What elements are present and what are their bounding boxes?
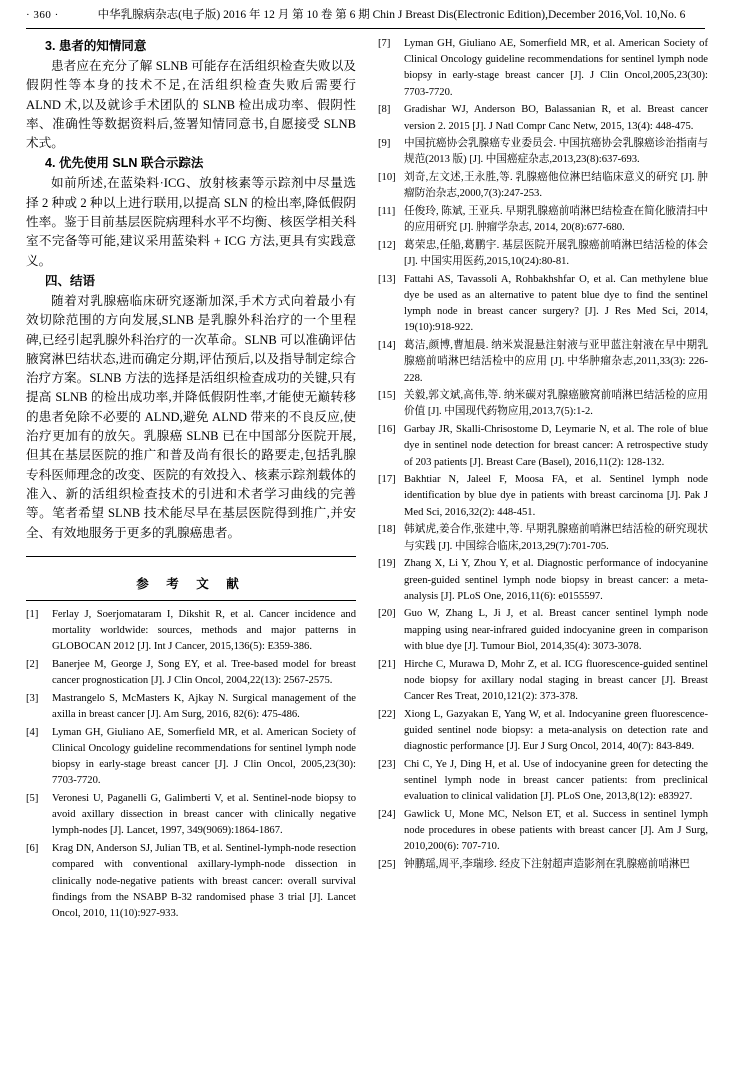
reference-text: Ferlay J, Soerjomataram I, Dikshit R, et al. Cancer incidence and mortality worldwide: sources, methods and major patterns in GLOBOCAN 2012 [J]. Int J Cancer, 2015,136(5): E359-386. — [52, 608, 356, 653]
reference-item — [378, 36, 708, 101]
reference-item — [378, 272, 708, 337]
references-rule-bottom — [26, 600, 356, 601]
reference-number: [21] — [378, 658, 396, 670]
reference-item — [378, 338, 708, 387]
reference-number: [24] — [378, 808, 396, 820]
reference-item — [378, 388, 708, 420]
reference-number: [5] — [26, 793, 39, 805]
reference-number: [17] — [378, 474, 396, 486]
reference-text: Mastrangelo S, McMasters K, Ajkay N. Surgical management of the axilla in breast cancer [J]. Am Surg, 2016, 82(6): 475-486. — [52, 692, 356, 721]
two-column-layout — [26, 36, 708, 924]
reference-number: [12] — [378, 239, 396, 251]
reference-text: 葛洁,颜博,曹旭晨. 纳米炭混悬注射液与亚甲蓝注射液在早中期乳腺癌前哨淋巴结活检中的应用 [J]. 中华肿瘤杂志,2011,33(3): 226-228. — [404, 340, 708, 384]
reference-number: [1] — [26, 608, 39, 620]
reference-item — [378, 522, 708, 554]
section-paragraph: 如前所述,在蓝染料·ICG、放射核素等示踪剂中尽量选择 2 种或 2 种以上进行联用,以提高 SLN 的检出率,降低假阴性率。鉴于目前基层医院病理科水平不均衡、核医学相关科室不完备等可能,建议采用蓝染料 + ICG 方法,更具有实践意义。 — [26, 176, 356, 268]
reference-text: 刘奇,左文述,王永胜,等. 乳腺癌他位淋巴结临床意义的研究 [J]. 肿瘤防治杂志,2000,7(3):247-253. — [404, 172, 708, 200]
reference-number: [4] — [26, 726, 39, 738]
reference-text: Krag DN, Anderson SJ, Julian TB, et al. Sentinel-lymph-node resection compared with conventional axillary-lymph-node dissection in clinically node-negative patients with breast cancer: overall survival findings from the NSABP B-32 randomised phase 3 trial [J]. Lancet Oncol, 2010, 11(10):927-933. — [52, 843, 356, 919]
reference-item — [378, 857, 708, 873]
reference-number: [9] — [378, 138, 391, 150]
reference-text: Chi C, Ye J, Ding H, et al. Use of indocyanine green for detecting the sentinel lymph node in breast cancer patients: from preclinical evaluation to clinical validation [J]. PLoS One, 2013,8(12): e83927. — [404, 758, 708, 803]
reference-text: Garbay JR, Skalli-Chrisostome D, Leymarie N, et al. The role of blue dye in sentinel node detection for breast cancer: A retrospective study of 203 patients [J]. Breast Care (Basel), 2016,11(2): 128-132. — [404, 424, 708, 468]
reference-item — [378, 757, 708, 806]
reference-item — [378, 136, 708, 168]
reference-item — [378, 606, 708, 655]
references-heading-block — [26, 556, 356, 601]
reference-number: [10] — [378, 172, 396, 184]
left-column — [26, 36, 356, 924]
reference-text: 葛荣忠,任船,葛鹏宇. 基层医院开展乳腺癌前哨淋巴结活检的体会 [J]. 中国实用医药,2015,10(24):80-81. — [404, 239, 708, 268]
reference-text: 韩斌虎,姜合作,张建中,等. 早期乳腺癌前哨淋巴结活检的研究现状与实践 [J]. 中国综合临床,2013,29(7):701-705. — [404, 524, 708, 552]
reference-text: Veronesi U, Paganelli G, Galimberti V, et al. Sentinel-node biopsy to avoid axillary dissection in breast cancer with clinically negative lymph-nodes [J]. Lancet, 1997, 349(9069):1864-1867. — [52, 793, 356, 837]
reference-text: Fattahi AS, Tavassoli A, Rohbakhshfar O, et al. Can methylene blue dye be used as an alternative to patent blue dye to find the sentinel lymph node in breast cancer surgery? [J]. J Res Med Sci, 2014, 19(10):918-922. — [404, 273, 708, 334]
section-paragraph: 随着对乳腺癌临床研究逐渐加深,手术方式向着最小有效切除范围的方向发展,SLNB 是乳腺外科治疗的一个里程碑,已经引起乳腺外科治疗的一次革命。SLNB 可以准确评估腋窝淋巴结状态,进而确定分期,评估预后,以及指导制定综合治疗方案。SLNB 方法的选择是活组织检查成功的关键,只有提高 SLNB 的检出成功率,并降低假阴性率,才能使无巅转移的患者免除不必要的 ALND,避免 ALND 带来的不良反应,使治疗更加有的放矢。乳腺癌 SLNB 已在中国部分医院开展,但其在基层医院的推广和普及尚有很长的路要走,包括乳腺专科医师理念的改变、医院的有效投入、核素示踪剂载体的准入、新的活组织检查技术的引进和术者学习曲线的完善等。笔者希望 SLNB 技术能尽早在基层医院得到推广,并安全、有效地服务于更多的乳腺癌患者。 — [26, 293, 356, 540]
reference-item — [26, 657, 356, 689]
reference-number: [2] — [26, 658, 39, 670]
reference-number: [18] — [378, 524, 396, 536]
reference-text: Gradishar WJ, Anderson BO, Balassanian R, et al. Breast cancer version 2. 2015 [J]. J Natl Compr Canc Netw, 2015, 13(4): 448-475. — [404, 104, 708, 132]
reference-number: [13] — [378, 273, 396, 285]
reference-text: Banerjee M, George J, Song EY, et al. Tree-based model for breast cancer prognostication [J]. J Clin Oncol, 2004,22(13): 2567-2575. — [52, 658, 356, 687]
reference-number: [14] — [378, 340, 396, 352]
reference-item — [26, 791, 356, 840]
page-number: · 360 · — [26, 9, 59, 21]
running-head — [26, 8, 705, 24]
reference-list-right — [378, 36, 708, 882]
reference-item — [378, 472, 708, 521]
reference-item — [378, 102, 708, 134]
reference-text: Bakhtiar N, Jaleel F, Moosa FA, et al. Sentinel lymph node identification by blue dye in patients with breast carcinoma [J]. Pak J Med Sci, 2016,32(2): 448-451. — [404, 474, 708, 518]
section-informed-consent — [26, 37, 356, 153]
reference-number: [22] — [378, 708, 396, 720]
header-divider — [26, 28, 705, 29]
reference-item — [378, 657, 708, 706]
reference-text: Lyman GH, Giuliano AE, Somerfield MR, et al. American Society of Clinical Oncology guideline recommendations for sentinel lymph node biopsy in early-stage breast cancer [J]. J Clin Oncol,2005,23(30): 7703-7720. — [404, 38, 708, 98]
reference-number: [6] — [26, 843, 39, 855]
reference-number: [3] — [26, 692, 39, 704]
reference-item — [26, 691, 356, 723]
journal-citation-line: 中华乳腺病杂志(电子版) 2016 年 12 月 第 10 卷 第 6 期 Chin J Breast Dis(Electronic Edition),December 2016,Vol. 10,No. 6 — [97, 9, 686, 21]
section-heading: 四、结语 — [45, 273, 96, 288]
reference-item — [378, 238, 708, 270]
section-combined-tracer — [26, 154, 356, 270]
reference-text: 关毅,郭文斌,高伟,等. 纳米碳对乳腺癌腋窝前哨淋巴结活检的应用价值 [J]. 中国现代药物应用,2013,7(5):1-2. — [404, 390, 708, 418]
reference-number: [23] — [378, 758, 396, 770]
reference-item — [378, 170, 708, 202]
reference-number: [15] — [378, 390, 396, 402]
reference-item — [378, 807, 708, 856]
reference-text: Xiong L, Gazyakan E, Yang W, et al. Indocyanine green fluorescence-guided sentinel node biopsy: a meta-analysis on detection rate and diagnostic performance [J]. Eur J Surg Oncol, 2014, 40(7): 843-849. — [404, 708, 708, 753]
reference-number: [20] — [378, 608, 396, 620]
reference-text: Lyman GH, Giuliano AE, Somerfield MR, et al. American Society of Clinical Oncology guideline recommendations for sentinel lymph node biopsy in early-stage breast cancer [J]. J Clin Oncol, 2005,23(30): 7703-7720. — [52, 726, 356, 787]
reference-text: Guo W, Zhang L, Ji J, et al. Breast cancer sentinel lymph node mapping using near-infrared guided indocyanine green in comparison with blue dye [J]. Tumour Biol, 2014,35(4): 3073-3078. — [404, 608, 708, 652]
section-heading: 3. 患者的知情同意 — [45, 39, 147, 53]
right-column — [378, 36, 708, 884]
reference-number: [11] — [378, 206, 396, 218]
reference-number: [25] — [378, 858, 396, 870]
reference-list-left — [26, 607, 356, 922]
reference-item — [378, 707, 708, 756]
reference-text: 任俊玲, 陈斌, 王亚兵. 早期乳腺癌前哨淋巴结检查在简化腋清扫中的应用研究 [J]. 肿瘤学杂志, 2014, 20(8):677-680. — [404, 206, 708, 234]
reference-text: 钟鹏瑶,周平,李瑞珍. 经皮下注射超声造影剂在乳腺癌前哨淋巴 — [404, 858, 691, 870]
reference-item — [378, 422, 708, 471]
reference-text: Zhang X, Li Y, Zhou Y, et al. Diagnostic performance of indocyanine green-guided sentinel lymph node biopsy in breast cancer: a meta-analysis [J]. PLoS One, 2016,11(6): e0155597. — [404, 558, 708, 602]
reference-item — [26, 725, 356, 790]
reference-number: [8] — [378, 104, 391, 116]
reference-item — [26, 841, 356, 922]
references-heading: 参 考 文 献 — [136, 576, 246, 591]
reference-item — [378, 556, 708, 605]
reference-number: [7] — [378, 38, 391, 49]
reference-text: 中国抗癌协会乳腺癌专业委员会. 中国抗癌协会乳腺癌诊治指南与规范(2013 版) [J]. 中国癌症杂志,2013,23(8):637-693. — [404, 138, 708, 166]
reference-item — [26, 607, 356, 656]
reference-text: Hirche C, Murawa D, Mohr Z, et al. ICG fluorescence-guided sentinel node biopsy for axillary nodal staging in breast cancer [J]. Breast Cancer Res Treat, 2010,121(2): 373-378. — [404, 658, 708, 702]
reference-item — [378, 204, 708, 236]
section-paragraph: 患者应在充分了解 SLNB 可能存在活组织检查失败以及假阴性等本身的技术不足,在活组织检查失败后需要行 ALND 术,以及就诊手术团队的 SLNB 检出成功率、假阴性率、准确性等数据资料后,签署知情同意书,自愿接受 SLNB 术式。 — [26, 59, 356, 151]
section-conclusion — [26, 272, 356, 543]
reference-text: Gawlick U, Mone MC, Nelson ET, et al. Success in sentinel lymph node procedures in obese patients with breast cancer [J]. Am J Surg, 2010,200(6): 707-710. — [404, 808, 708, 853]
reference-number: [16] — [378, 424, 396, 436]
section-heading: 4. 优先使用 SLN 联合示踪法 — [45, 156, 204, 171]
reference-number: [19] — [378, 558, 396, 570]
